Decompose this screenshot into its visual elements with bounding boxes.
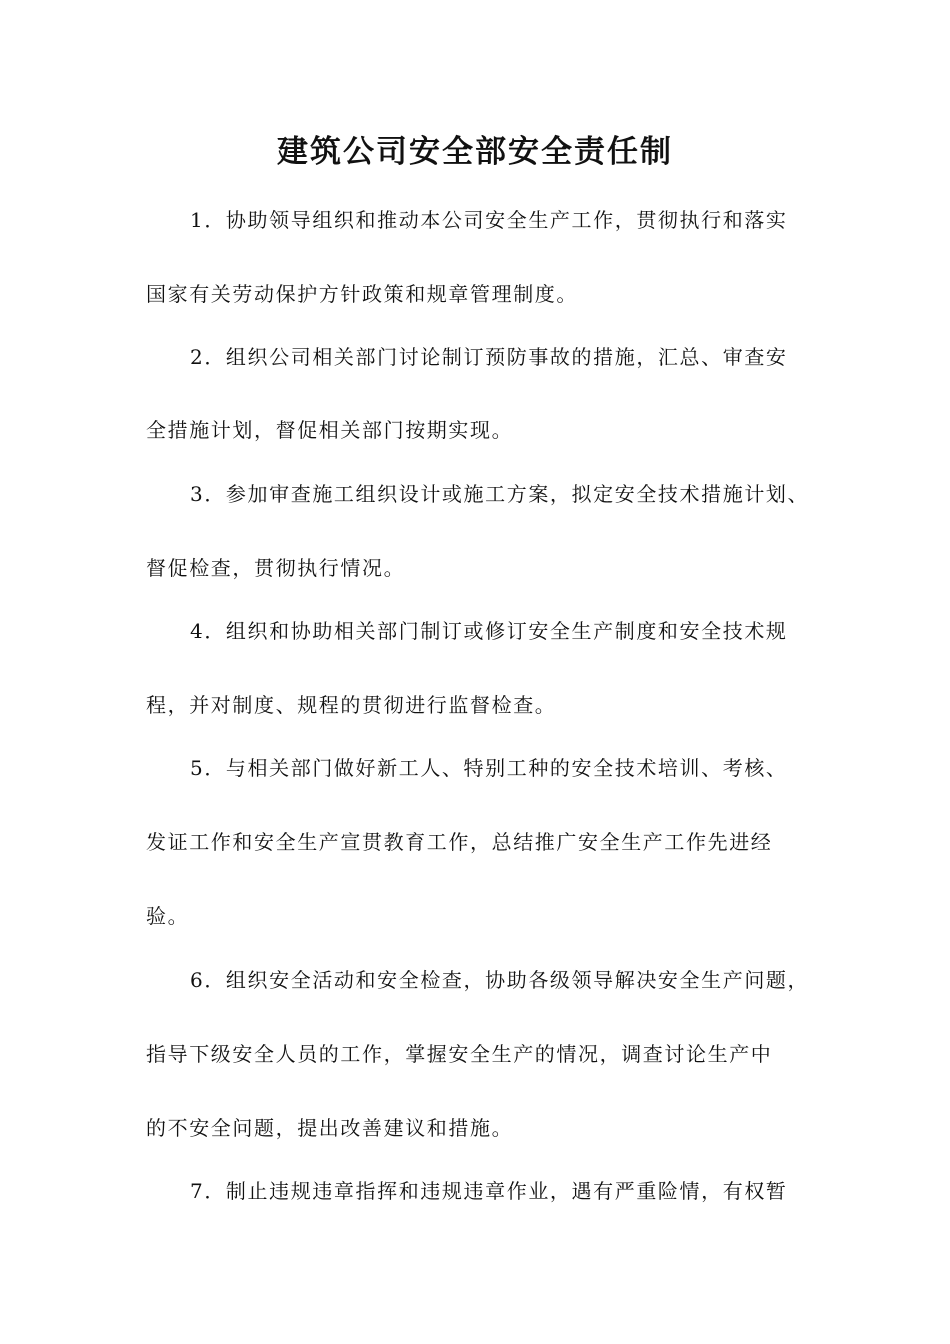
paragraph-line: 5．与相关部门做好新工人、特别工种的安全技术培训、考核、 (190, 756, 788, 780)
document-title: 建筑公司安全部安全责任制 (277, 134, 673, 170)
paragraph-line: 督促检查，贯彻执行情况。 (146, 556, 406, 580)
paragraph-line: 7．制止违规违章指挥和违规违章作业，遇有严重险情，有权暂 (190, 1179, 788, 1203)
paragraph-line: 3．参加审查施工组织设计或施工方案，拟定安全技术措施计划、 (190, 482, 810, 506)
paragraph-line: 6．组织安全活动和安全检查，协助各级领导解决安全生产问题， (190, 968, 810, 992)
paragraph-line: 国家有关劳动保护方针政策和规章管理制度。 (146, 282, 578, 306)
paragraph-line: 2．组织公司相关部门讨论制订预防事故的措施，汇总、审查安 (190, 345, 788, 369)
paragraph-line: 1．协助领导组织和推动本公司安全生产工作，贯彻执行和落实 (190, 208, 788, 232)
paragraph-line: 的不安全问题，提出改善建议和措施。 (146, 1116, 514, 1140)
paragraph-line: 4．组织和协助相关部门制订或修订安全生产制度和安全技术规 (190, 619, 788, 643)
paragraph-line: 发证工作和安全生产宣贯教育工作，总结推广安全生产工作先进经 (146, 830, 773, 854)
paragraph-line: 全措施计划，督促相关部门按期实现。 (146, 418, 514, 442)
paragraph-line: 验。 (146, 904, 190, 928)
paragraph-line: 程，并对制度、规程的贯彻进行监督检查。 (146, 693, 557, 717)
paragraph-line: 指导下级安全人员的工作，掌握安全生产的情况，调查讨论生产中 (146, 1042, 773, 1066)
